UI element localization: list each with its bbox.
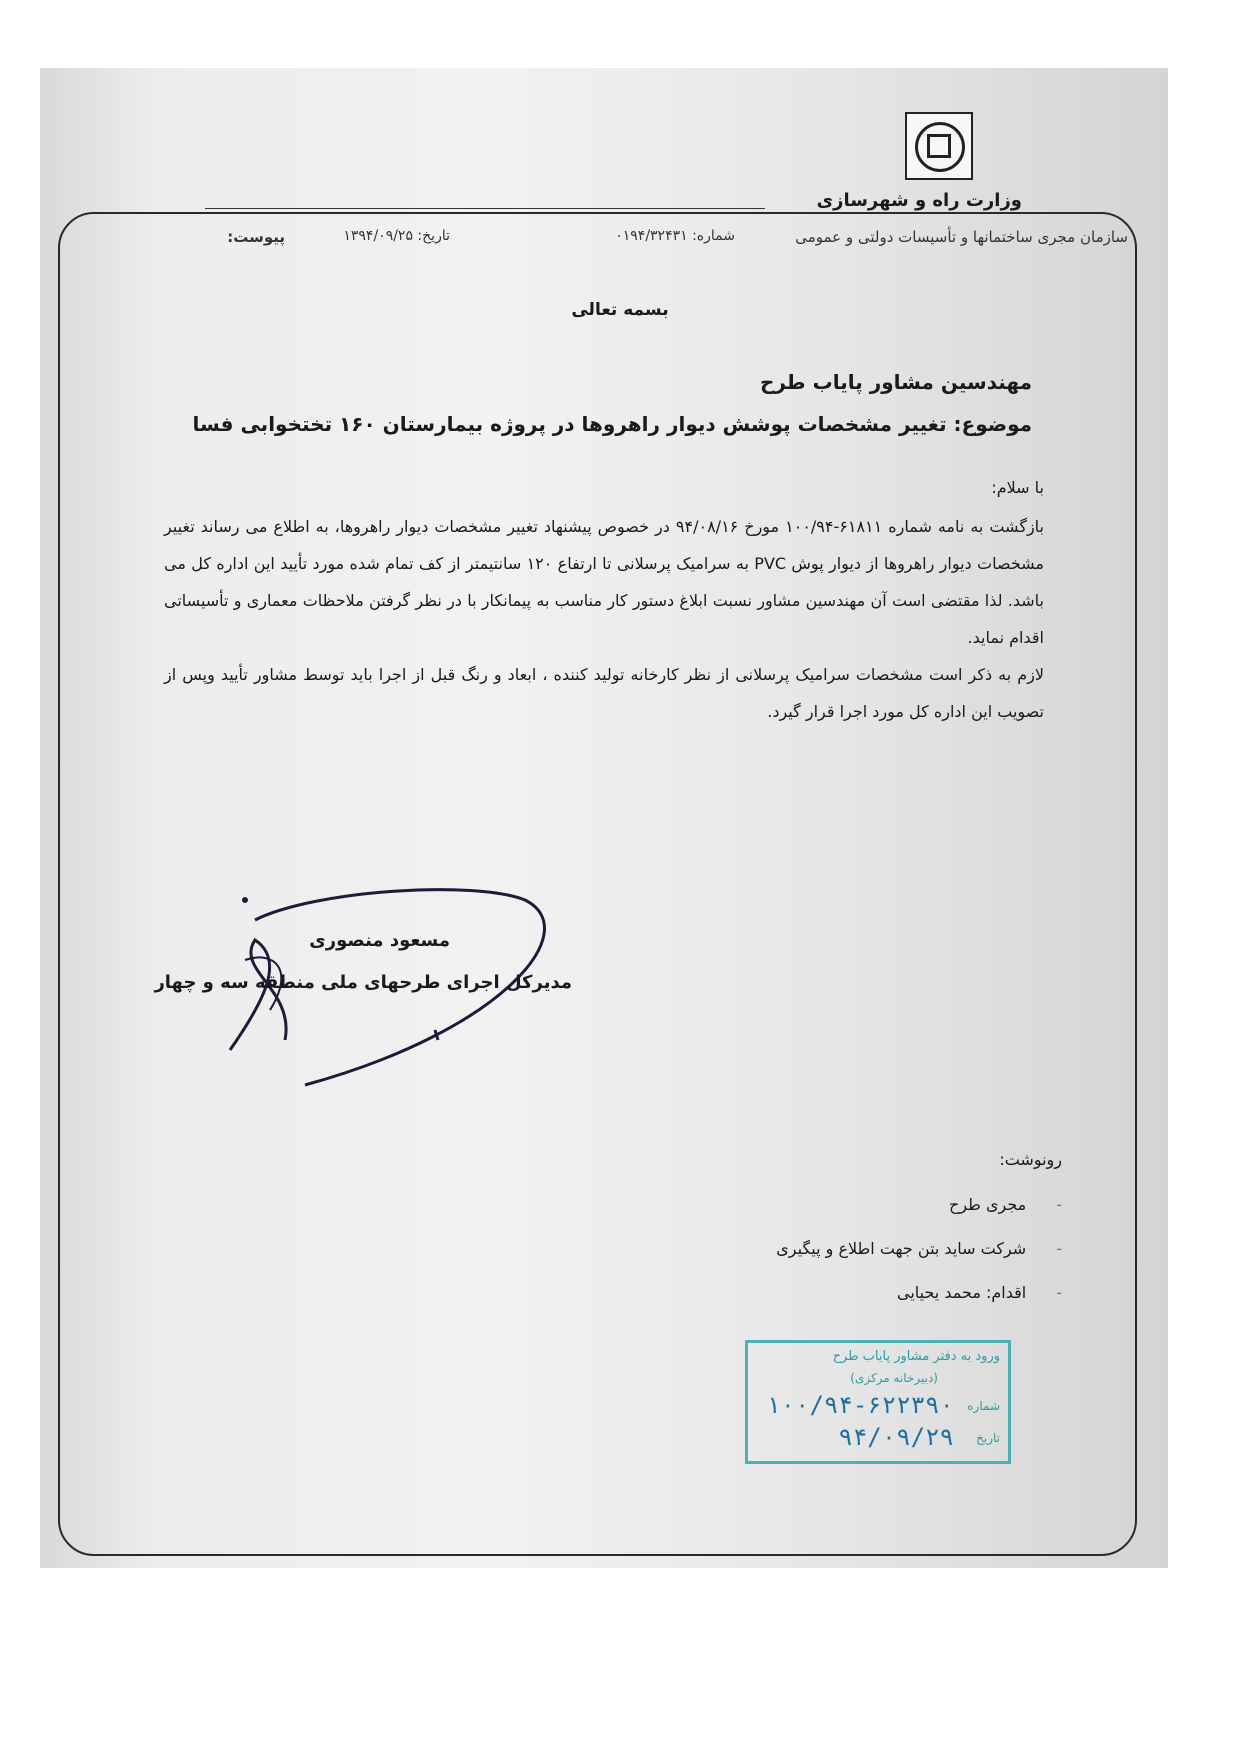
stamp-subheading: (دبیرخانه مرکزی) — [850, 1371, 938, 1385]
number-label: شماره: — [692, 228, 735, 244]
cc-list — [776, 1183, 1062, 1315]
letter-body — [164, 508, 1044, 730]
stamp-number-value: ۱۰۰/۹۴-۶۲۲۳۹۰ — [766, 1391, 954, 1419]
building-emblem-icon — [905, 112, 973, 180]
stamp-date-value: ۹۴/۰۹/۲۹ — [838, 1423, 954, 1451]
stamp-number-label: شماره — [967, 1399, 1000, 1413]
body-paragraph-2: لازم به ذکر است مشخصات سرامیک پرسلانی از نظر کارخانه تولید کننده ، ابعاد و رنگ قبل از اجرا باید توسط مشاور تأیید وپس از تصویب این اداره کل مورد اجرا قرار گیرد. — [164, 665, 1044, 721]
letter-date — [343, 228, 450, 244]
header-rule — [205, 208, 765, 209]
cc-title: رونوشت: — [999, 1150, 1062, 1169]
number-value: ۰۱۹۴/۳۲۴۳۱ — [615, 228, 688, 244]
stamp-heading: ورود به دفتر مشاور پایاب طرح — [832, 1349, 1000, 1364]
signatory-title: مدیرکل اجرای طرحهای ملی منطقه سه و چهار — [154, 972, 572, 993]
organization-name: سازمان مجری ساختمانها و تأسیسات دولتی و عمومی — [795, 228, 1128, 246]
body-paragraph-1: بازگشت به نامه شماره ۶۱۸۱۱-۱۰۰/۹۴ مورخ ۹۴/۰۸/۱۶ در خصوص پیشنهاد تغییر مشخصات دیوار راهروها، به اطلاع می رساند تغییر مشخصات دیوار راهروها از دیوار پوش PVC به سرامیک پرسلانی تا ارتفاع ۱۲۰ سانتیمتر از کف تمام شده مورد تأیید این اداره کل می باشد. لذا مقتضی است آن مهندسین مشاور نسبت ابلاغ دستور کار مناسب به پیمانکار با در نظر گرفتن ملاحظات معماری و تأسیساتی اقدام نماید. — [164, 517, 1045, 647]
date-value: ۱۳۹۴/۰۹/۲۵ — [343, 228, 413, 244]
recipient: مهندسین مشاور پایاب طرح — [759, 370, 1032, 394]
receipt-stamp — [745, 1340, 1011, 1464]
cc-item: -اقدام: محمد یحیایی — [896, 1283, 1062, 1302]
date-label: تاریخ: — [417, 228, 450, 244]
cc-item: -مجری طرح — [948, 1195, 1062, 1214]
emblem-square — [927, 134, 951, 158]
ministry-name: وزارت راه و شهرسازی — [816, 190, 1022, 211]
cc-item: -شرکت ساید بتن جهت اطلاع و پیگیری — [776, 1239, 1062, 1258]
subject-line: موضوع: تغییر مشخصات پوشش دیوار راهروها در پروژه بیمارستان ۱۶۰ تختخوابی فسا — [192, 412, 1032, 436]
stamp-date-label: تاریخ — [976, 1431, 1000, 1445]
greeting: با سلام: — [991, 478, 1044, 497]
signatory-name: مسعود منصوری — [309, 930, 450, 951]
attachment-label: پیوست: — [227, 228, 285, 246]
letter-number — [615, 228, 735, 244]
basmala: بسمه تعالی — [571, 300, 669, 320]
